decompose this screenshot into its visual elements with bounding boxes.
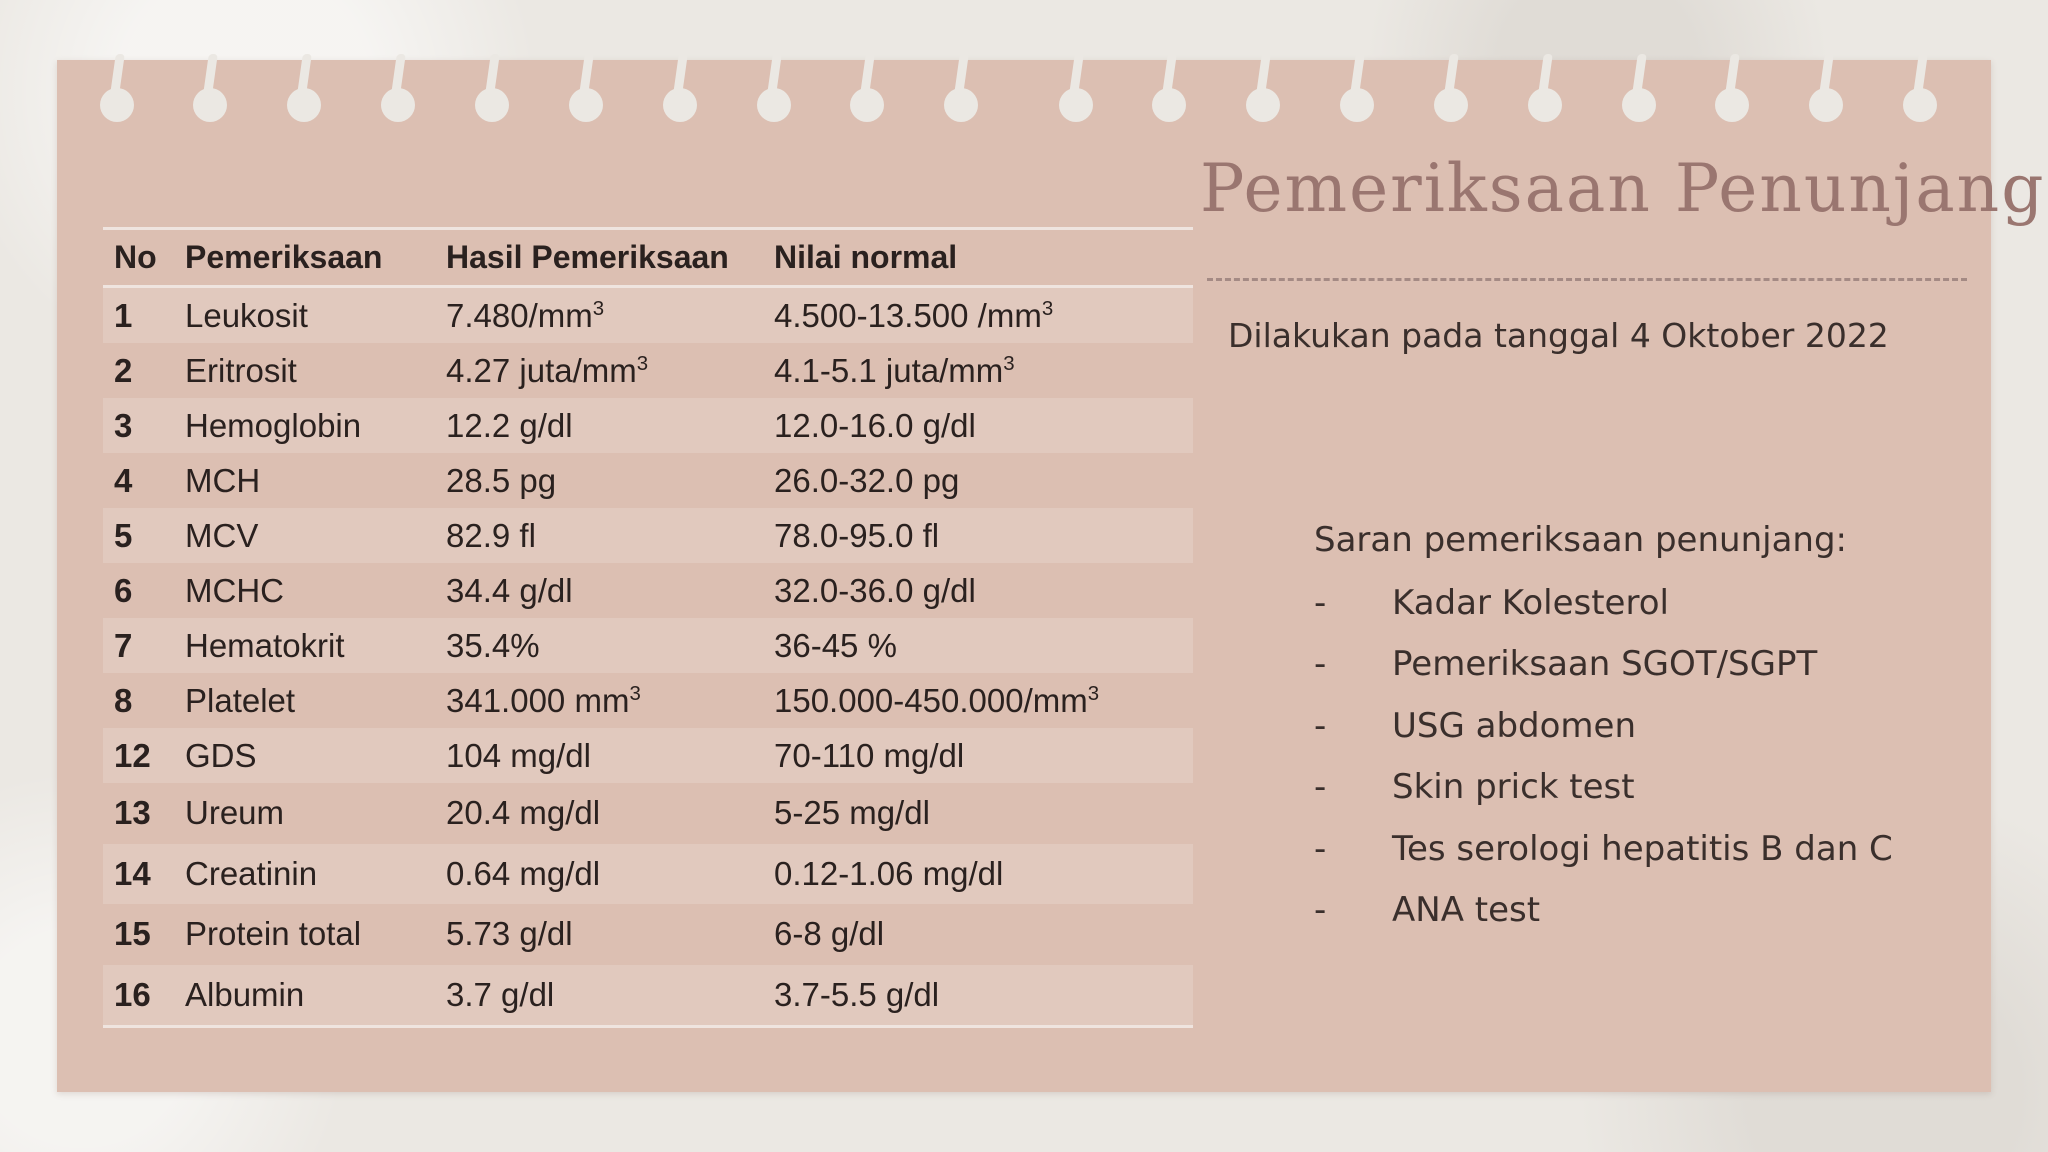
header-normal: Nilai normal — [774, 239, 958, 275]
header-no: No — [114, 239, 157, 275]
table-row — [103, 288, 1193, 343]
row-number-text: 2 — [114, 351, 133, 389]
row-test-name — [183, 517, 446, 555]
bullet-dash: - — [1314, 644, 1327, 685]
suggestion-text: Pemeriksaan SGOT/SGPT — [1392, 644, 1818, 685]
row-normal-range — [774, 462, 1193, 500]
row-normal-range — [774, 737, 1193, 775]
row-test-name — [183, 572, 446, 610]
row-result-text: 0.64 mg/dl — [446, 854, 601, 892]
row-number — [103, 794, 183, 832]
bullet-dash: - — [1314, 705, 1327, 746]
row-number — [103, 682, 183, 720]
row-test-name-text: Hematokrit — [185, 626, 345, 664]
list-item — [1314, 572, 1893, 634]
list-item — [1314, 880, 1893, 942]
row-test-name — [183, 794, 446, 832]
suggestion-text: Skin prick test — [1392, 767, 1635, 808]
unit-superscript: 3 — [1003, 351, 1015, 375]
list-item — [1314, 695, 1893, 757]
suggestion-text: Kadar Kolesterol — [1392, 582, 1669, 623]
binder-hole — [1903, 54, 1937, 124]
row-test-name — [183, 855, 446, 893]
row-result — [446, 976, 774, 1014]
row-number — [103, 855, 183, 893]
bullet-dash: - — [1314, 767, 1327, 808]
binder-hole — [757, 54, 791, 124]
row-test-name-text: Hemoglobin — [185, 406, 362, 444]
row-test-name — [183, 915, 446, 953]
list-item — [1314, 634, 1893, 696]
row-test-name — [183, 352, 446, 390]
suggestions-heading: Saran pemeriksaan penunjang: — [1314, 520, 1847, 560]
row-number — [103, 517, 183, 555]
row-test-name — [183, 407, 446, 445]
row-result — [446, 682, 774, 720]
table-row — [103, 844, 1193, 905]
row-number-text: 1 — [114, 296, 133, 334]
row-number — [103, 915, 183, 953]
row-number-text: 12 — [114, 736, 151, 774]
binder-hole — [569, 54, 603, 124]
table-row — [103, 965, 1193, 1026]
row-number-text: 14 — [114, 854, 151, 892]
row-number-text: 15 — [114, 915, 151, 953]
row-normal-range-text: 12.0-16.0 g/dl — [774, 406, 976, 444]
row-normal-range-text: 6-8 g/dl — [774, 915, 885, 953]
binder-hole — [1528, 54, 1562, 124]
row-result-text: 82.9 fl — [446, 516, 536, 554]
row-test-name — [183, 627, 446, 665]
suggestions-list — [1314, 572, 1893, 941]
row-normal-range-text: 4.500-13.500 /mm — [774, 296, 1042, 334]
row-result — [446, 855, 774, 893]
binder-hole — [1152, 54, 1186, 124]
binder-hole — [100, 54, 134, 124]
title-divider — [1207, 278, 1967, 281]
bullet-dash: - — [1314, 890, 1327, 931]
row-test-name-text: Platelet — [185, 681, 296, 719]
header-test: Pemeriksaan — [185, 239, 383, 275]
row-result-text: 28.5 pg — [446, 461, 557, 499]
row-normal-range-text: 78.0-95.0 fl — [774, 516, 940, 554]
row-test-name-text: Albumin — [185, 975, 305, 1013]
row-result — [446, 572, 774, 610]
row-number-text: 3 — [114, 406, 133, 444]
row-number — [103, 407, 183, 445]
row-result — [446, 297, 774, 335]
table-header-row — [103, 230, 1193, 288]
binder-hole — [475, 54, 509, 124]
exam-date-text: Dilakukan pada tanggal 4 Oktober 2022 — [1228, 316, 1889, 355]
row-test-name — [183, 462, 446, 500]
row-result-text: 4.27 juta/mm — [446, 351, 637, 389]
row-number — [103, 976, 183, 1014]
row-number-text: 7 — [114, 626, 133, 664]
row-normal-range-text: 0.12-1.06 mg/dl — [774, 854, 1004, 892]
row-result — [446, 915, 774, 953]
row-number — [103, 352, 183, 390]
row-number-text: 16 — [114, 975, 151, 1013]
row-normal-range — [774, 407, 1193, 445]
row-number-text: 8 — [114, 681, 133, 719]
row-result-text: 35.4% — [446, 626, 540, 664]
header-result: Hasil Pemeriksaan — [446, 239, 729, 275]
row-result — [446, 407, 774, 445]
unit-superscript: 3 — [592, 296, 605, 320]
row-test-name-text: Eritrosit — [185, 351, 297, 389]
row-normal-range — [774, 627, 1193, 665]
list-item — [1314, 818, 1893, 880]
binder-hole — [850, 54, 884, 124]
row-result — [446, 517, 774, 555]
row-normal-range-text: 36-45 % — [774, 626, 897, 664]
row-test-name-text: Creatinin — [185, 854, 318, 892]
row-result-text: 34.4 g/dl — [446, 571, 573, 609]
row-normal-range — [774, 297, 1193, 335]
row-test-name — [183, 976, 446, 1014]
table-row — [103, 904, 1193, 965]
binder-hole — [381, 54, 415, 124]
binder-hole — [663, 54, 697, 124]
binder-hole — [1809, 54, 1843, 124]
binder-hole — [193, 54, 227, 124]
table-row — [103, 563, 1193, 618]
row-normal-range-text: 150.000-450.000/mm — [774, 681, 1088, 719]
row-number-text: 13 — [114, 794, 151, 832]
row-test-name-text: MCH — [185, 461, 261, 499]
table-row — [103, 398, 1193, 453]
row-number-text: 5 — [114, 516, 133, 554]
row-result-text: 341.000 mm — [446, 681, 630, 719]
row-test-name-text: Ureum — [185, 794, 285, 832]
unit-superscript: 3 — [629, 681, 641, 705]
row-normal-range — [774, 572, 1193, 610]
row-test-name — [183, 682, 446, 720]
row-test-name-text: GDS — [185, 736, 257, 774]
row-normal-range-text: 26.0-32.0 pg — [774, 461, 960, 499]
unit-superscript: 3 — [1041, 296, 1054, 320]
row-test-name — [183, 737, 446, 775]
row-normal-range — [774, 794, 1193, 832]
row-result-text: 7.480/mm — [446, 296, 593, 334]
row-normal-range — [774, 352, 1193, 390]
page-title: Pemeriksaan Penunjang — [1200, 150, 2046, 227]
binder-hole — [1059, 54, 1093, 124]
row-test-name-text: Leukosit — [185, 296, 308, 334]
row-result-text: 104 mg/dl — [446, 736, 591, 774]
table-row — [103, 728, 1193, 783]
row-normal-range — [774, 855, 1193, 893]
row-normal-range-text: 70-110 mg/dl — [774, 736, 965, 774]
table-body — [103, 288, 1193, 1025]
suggestion-text: USG abdomen — [1392, 705, 1637, 746]
row-test-name — [183, 297, 446, 335]
row-test-name-text: MCHC — [185, 571, 284, 609]
row-result — [446, 352, 774, 390]
table-row — [103, 343, 1193, 398]
list-item — [1314, 757, 1893, 819]
suggestion-text: ANA test — [1392, 890, 1541, 931]
table-row — [103, 618, 1193, 673]
suggestions-section — [1314, 520, 1893, 941]
row-result — [446, 627, 774, 665]
table-row — [103, 673, 1193, 728]
row-normal-range-text: 5-25 mg/dl — [774, 794, 930, 832]
unit-superscript: 3 — [1087, 681, 1100, 705]
binder-hole — [1434, 54, 1468, 124]
row-number — [103, 572, 183, 610]
bullet-dash: - — [1314, 828, 1327, 869]
table-row — [103, 453, 1193, 508]
row-result-text: 12.2 g/dl — [446, 406, 573, 444]
row-number-text: 6 — [114, 571, 133, 609]
row-normal-range-text: 32.0-36.0 g/dl — [774, 571, 976, 609]
row-test-name-text: Protein total — [185, 915, 362, 953]
row-result-text: 20.4 mg/dl — [446, 794, 601, 832]
row-normal-range — [774, 517, 1193, 555]
row-number — [103, 627, 183, 665]
binder-hole — [287, 54, 321, 124]
row-number — [103, 297, 183, 335]
suggestion-text: Tes serologi hepatitis B dan C — [1392, 828, 1893, 869]
row-result — [446, 737, 774, 775]
binder-hole — [944, 54, 978, 124]
unit-superscript: 3 — [636, 351, 649, 375]
row-test-name-text: MCV — [185, 516, 259, 554]
row-normal-range — [774, 976, 1193, 1014]
binder-hole — [1340, 54, 1374, 124]
bullet-dash: - — [1314, 582, 1327, 623]
binder-hole — [1622, 54, 1656, 124]
binder-hole — [1246, 54, 1280, 124]
table-row — [103, 508, 1193, 563]
row-result — [446, 462, 774, 500]
row-number-text: 4 — [114, 461, 133, 499]
row-number — [103, 462, 183, 500]
row-result-text: 5.73 g/dl — [446, 915, 573, 953]
row-normal-range-text: 3.7-5.5 g/dl — [774, 975, 940, 1013]
row-result — [446, 794, 774, 832]
table-row — [103, 783, 1193, 844]
binder-hole — [1715, 54, 1749, 124]
row-number — [103, 737, 183, 775]
binder-holes — [57, 54, 1991, 134]
row-normal-range — [774, 682, 1193, 720]
row-normal-range — [774, 915, 1193, 953]
row-normal-range-text: 4.1-5.1 juta/mm — [774, 351, 1004, 389]
row-result-text: 3.7 g/dl — [446, 975, 555, 1013]
lab-results-table — [103, 227, 1193, 1028]
